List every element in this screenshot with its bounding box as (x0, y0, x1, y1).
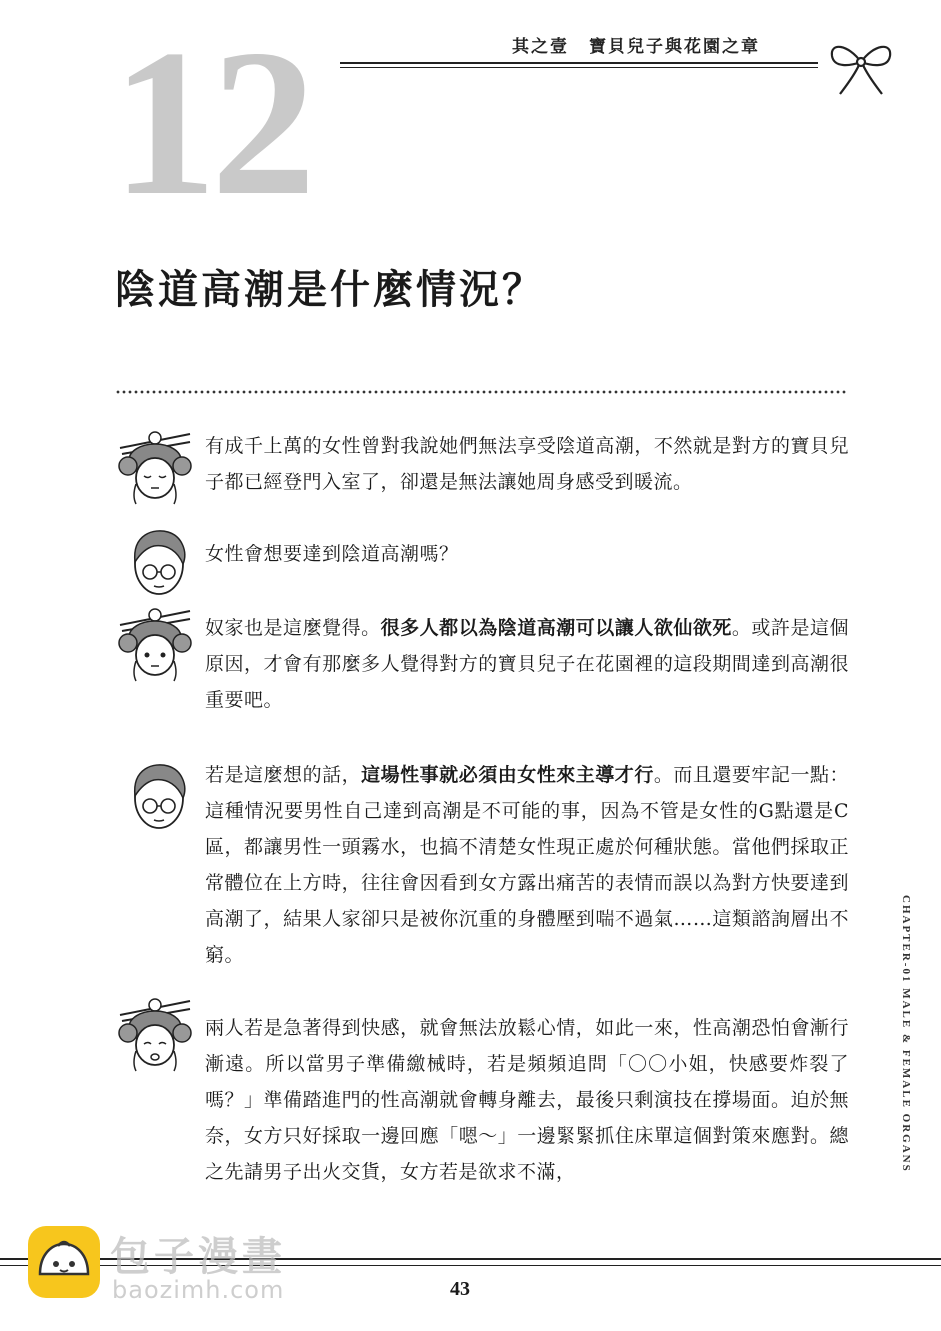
watermark-url: baozimh.com (112, 1276, 285, 1304)
woman-sleepy-avatar-icon (114, 428, 196, 510)
paragraph-2: 女性會想要達到陰道高潮嗎？ (205, 543, 459, 565)
running-header (512, 32, 760, 57)
section-label: 其之壹 (512, 37, 569, 57)
chapter-title: 寶貝兒子與花園之章 (589, 37, 760, 57)
woman-neutral-avatar-icon (114, 605, 196, 687)
steamed-bun-logo-icon (26, 1224, 102, 1300)
man-glasses-avatar-icon (118, 522, 200, 604)
man-glasses-avatar-icon (118, 756, 200, 838)
page-number: 43 (450, 1278, 470, 1300)
paragraph-3: 奴家也是這麼覺得。很多人都以為陰道高潮可以讓人欲仙欲死。或許是這個原因，才會有那麼多人覺得對方的寶貝兒子在花園裡的這段期間達到高潮很重要吧。 (205, 617, 849, 711)
page-title: 陰道高潮是什麼情況？ (115, 266, 545, 313)
chapter-number: 12 (112, 7, 310, 239)
woman-crying-avatar-icon (114, 995, 196, 1077)
watermark-name: 包子漫畫 (110, 1234, 286, 1280)
header-rule (340, 62, 818, 68)
paragraph-5: 兩人若是急著得到快感，就會無法放鬆心情，如此一來，性高潮恐怕會漸行漸遠。所以當男子準備繳械時，若是頻頻追問「〇〇小姐，快感要炸裂了嗎？」準備踏進門的性高潮就會轉身離去，最後只剩演技在撐場面。迫於無奈，女方只好採取一邊回應「嗯～」一邊緊緊抓住床單這個對策來應對。總之先請男子出火交貨，女方若是欲求不滿， (205, 1017, 849, 1183)
ribbon-bow-icon (826, 36, 896, 98)
paragraph-4: 若是這麼想的話，這場性事就必須由女性來主導才行。而且還要牢記一點：這種情況要男性自己達到高潮是不可能的事，因為不管是女性的G點還是C區，都讓男性一頭霧水，也搞不清楚女性現正處於何種狀態。當他們採取正常體位在上方時，往往會因看到女方露出痛苦的表情而誤以為對方快要達到高潮了，結果人家卻只是被你沉重的身體壓到喘不過氣……這類諮詢層出不窮。 (205, 764, 849, 966)
chapter-side-label: CHAPTER-01 MALE & FEMALE ORGANS (900, 895, 912, 1173)
paragraph-1: 有成千上萬的女性曾對我說她們無法享受陰道高潮，不然就是對方的寶貝兒子都已經登門入室了，卻還是無法讓她周身感受到暖流。 (205, 435, 849, 493)
dotted-divider (115, 390, 847, 394)
